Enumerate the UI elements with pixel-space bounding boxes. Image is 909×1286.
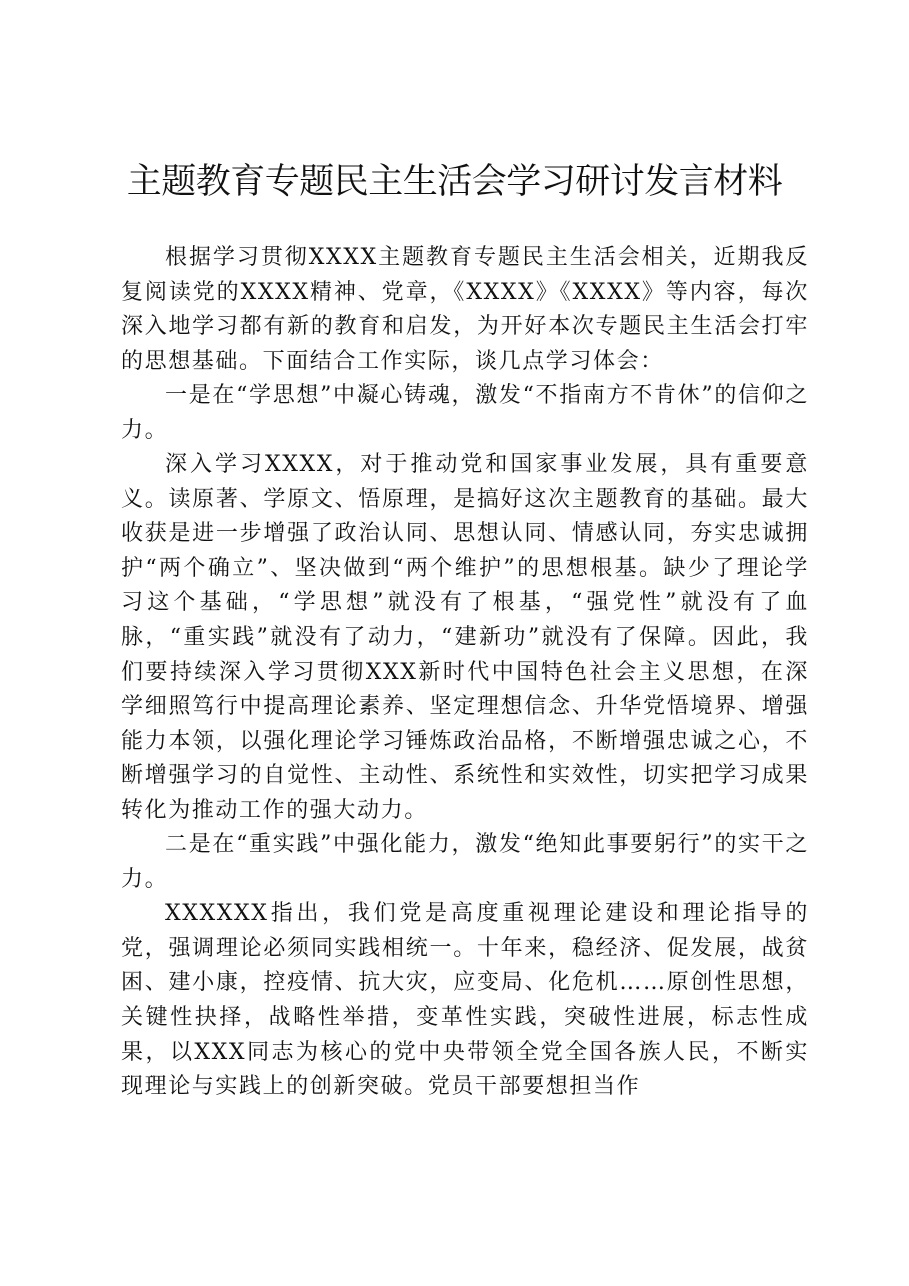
paragraph-heading-2: 二是在“重实践”中强化能力，激发“绝知此事要躬行”的实干之力。 bbox=[121, 832, 809, 892]
document-title: 主题教育专题民主生活会学习研讨发言材料 bbox=[126, 162, 783, 202]
paragraph-study-thought: 深入学习XXXX，对于推动党和国家事业发展，具有重要意义。读原著、学原文、悟原理，是搞好这次主题教育的基础。最大收获是进一步增强了政治认同、思想认同、情感认同，夯实忠诚拥护“两个确立”、坚决做到“两个维护”的思想根基。缺少了理论学习这个基础，“学思想”就没有了根基，“强党性”就没有了血脉，“重实践”就没有了动力，“建新功”就没有了保障。因此，我们要持续深入学习贯彻XXX新时代中国特色社会主义思想，在深学细照笃行中提高理论素养、坚定理想信念、升华党悟境界、增强能力本领，以强化理论学习锤炼政治品格，不断增强忠诚之心，不断增强学习的自觉性、主动性、系统性和实效性，切实把学习成果转化为推动工作的强大动力。 bbox=[121, 452, 809, 823]
paragraph-intro: 根据学习贯彻XXXX主题教育专题民主生活会相关，近期我反复阅读党的XXXX精神、党章，《XXXX》《XXXX》等内容，每次深入地学习都有新的教育和启发，为开好本次专题民主生活会打牢的思想基础。下面结合工作实际，谈几点学习体会： bbox=[121, 245, 809, 374]
paragraph-practice: XXXXXX指出，我们党是高度重视理论建设和理论指导的党，强调理论必须同实践相统一。十年来，稳经济、促发展，战贫困、建小康，控疫情、抗大灾，应变局、化危机……原创性思想，关键性抉择，战略性举措，变革性实践，突破性进展，标志性成果，以XXX同志为核心的党中央带领全党全国各族人民，不断实现理论与实践上的创新突破。党员干部要想担当作 bbox=[121, 901, 809, 1100]
paragraph-heading-1: 一是在“学思想”中凝心铸魂，激发“不指南方不肯休”的信仰之力。 bbox=[121, 383, 809, 443]
document-body bbox=[121, 241, 809, 1105]
